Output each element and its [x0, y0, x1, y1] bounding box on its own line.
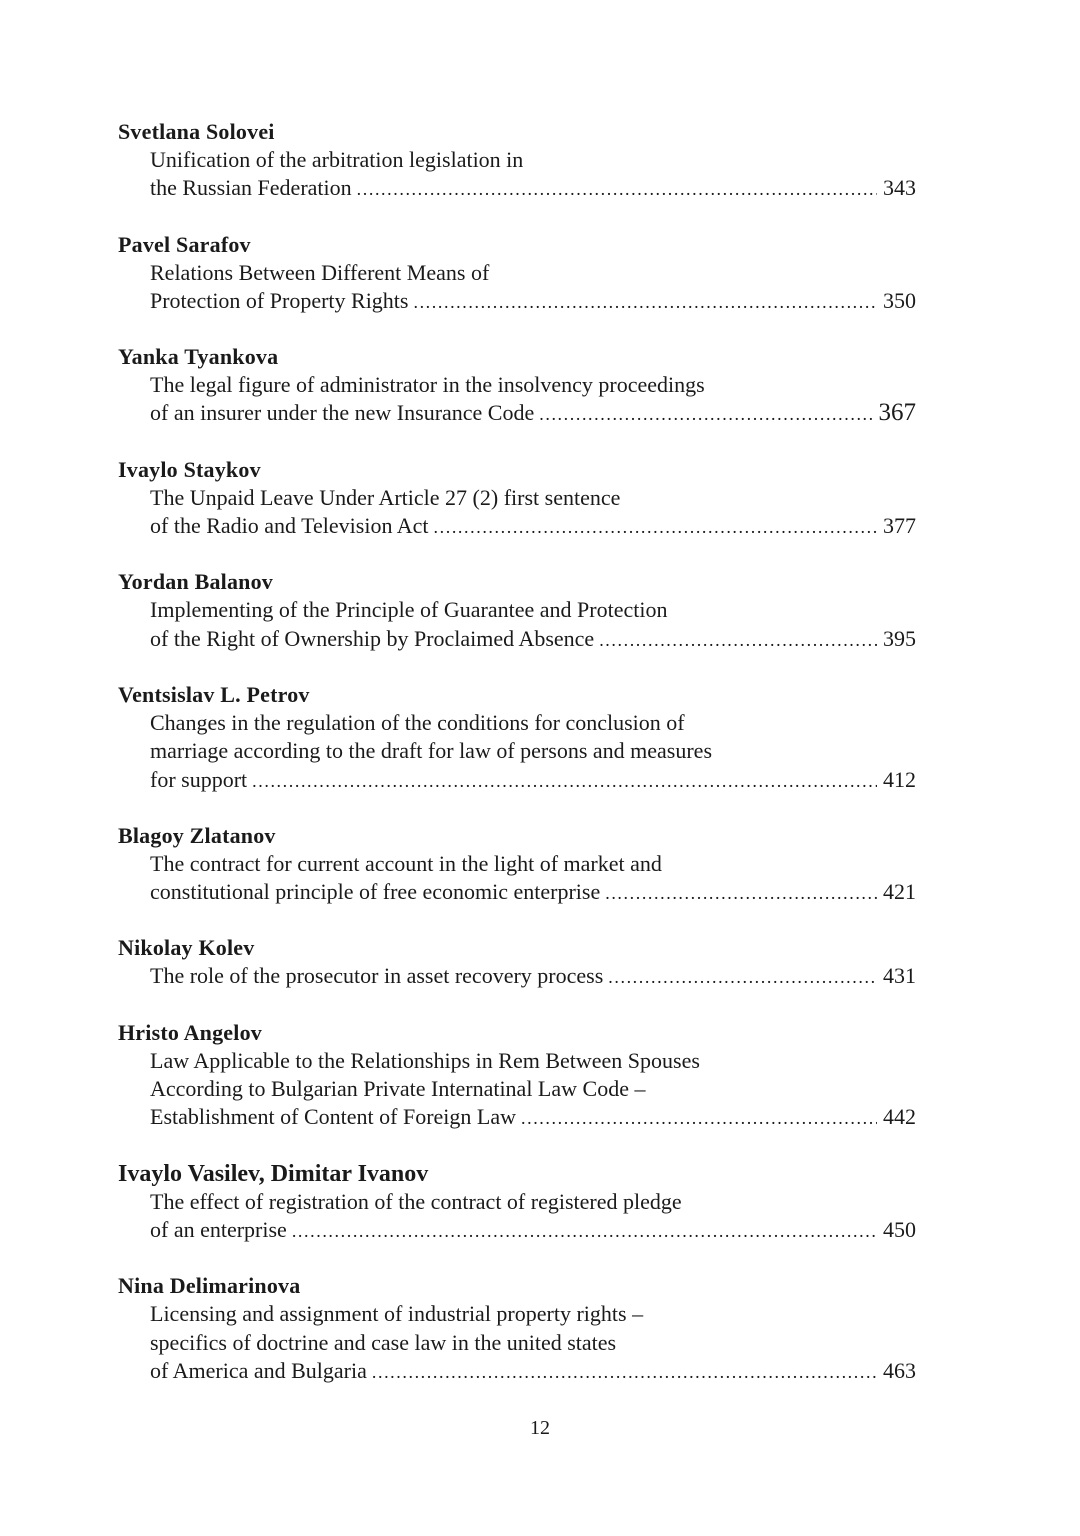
toc-page-number: 431 — [883, 963, 916, 989]
toc-title-line: specifics of doctrine and case law in the united states — [150, 1329, 617, 1355]
toc-entry — [118, 231, 916, 317]
dot-leader — [252, 767, 877, 795]
toc-title-line: The effect of registration of the contract of registered pledge — [150, 1188, 682, 1214]
footer-page-number: 12 — [530, 1417, 550, 1439]
toc-title-text: of an insurer under the new Insurance Code — [150, 400, 535, 426]
toc-title-text: The role of the prosecutor in asset recovery process — [150, 963, 604, 989]
toc-title-last-line — [118, 1103, 916, 1132]
toc-title-text: of an enterprise — [150, 1216, 287, 1242]
toc-title-line: Licensing and assignment of industrial property rights – — [150, 1301, 644, 1327]
toc-title-text: of the Radio and Television Act — [150, 513, 429, 539]
toc-page-number: 343 — [883, 175, 916, 201]
dot-leader — [608, 963, 877, 991]
toc-title-text: Protection of Property Rights — [150, 287, 409, 313]
toc-page-number: 367 — [878, 399, 916, 427]
toc-title-line: The Unpaid Leave Under Article 27 (2) first sentence — [150, 484, 621, 510]
toc-author: Ivaylo Staykov — [118, 456, 261, 482]
toc-title-last-line — [118, 174, 916, 203]
toc-entry — [118, 456, 916, 542]
toc-title-line: The legal figure of administrator in the insolvency proceedings — [150, 372, 705, 398]
toc-page-number: 395 — [883, 625, 916, 651]
toc-title-last-line — [118, 878, 916, 907]
toc-entry — [118, 934, 916, 991]
toc-title-line: Law Applicable to the Relationships in Rem Between Spouses — [150, 1047, 700, 1073]
toc-entry — [118, 1019, 916, 1133]
toc-title-text: for support — [150, 766, 248, 792]
toc-page-number: 350 — [883, 287, 916, 313]
toc-title-last-line — [118, 287, 916, 316]
dot-leader — [413, 288, 877, 316]
toc-author: Ventsislav L. Petrov — [118, 681, 310, 707]
toc-entry — [118, 118, 916, 204]
toc-entry — [118, 822, 916, 908]
dot-leader — [521, 1104, 877, 1132]
toc-title-line: Relations Between Different Means of — [150, 259, 490, 285]
dot-leader — [357, 175, 877, 203]
toc-page-number: 377 — [883, 513, 916, 539]
dot-leader — [539, 400, 872, 428]
dot-leader — [605, 879, 877, 907]
toc-author: Yordan Balanov — [118, 569, 274, 595]
toc-title-last-line — [118, 399, 916, 428]
toc-author: Pavel Sarafov — [118, 231, 251, 257]
toc-page-number: 442 — [883, 1104, 916, 1130]
toc-title-last-line — [118, 766, 916, 795]
toc-entry — [118, 568, 916, 654]
toc-title-last-line — [118, 512, 916, 541]
toc-title-last-line — [118, 1216, 916, 1245]
toc-author: Nina Delimarinova — [118, 1273, 301, 1299]
toc-title-last-line — [118, 962, 916, 991]
toc-title-text: Establishment of Content of Foreign Law — [150, 1104, 516, 1130]
toc-author: Svetlana Solovei — [118, 119, 275, 144]
toc-author: Ivaylo Vasilev, Dimitar Ivanov — [118, 1160, 429, 1187]
toc-title-line: The contract for current account in the light of market and — [150, 850, 662, 876]
toc-title-line: According to Bulgarian Private Internatinal Law Code – — [150, 1076, 646, 1102]
toc-page-number: 463 — [883, 1357, 916, 1383]
dot-leader — [292, 1217, 877, 1245]
toc-title-last-line — [118, 625, 916, 654]
toc-title-text: of America and Bulgaria — [150, 1357, 367, 1383]
toc-author: Yanka Tyankova — [118, 344, 279, 370]
toc-author: Blagoy Zlatanov — [118, 822, 276, 848]
toc-title-text: the Russian Federation — [150, 175, 352, 201]
toc-title-line: Unification of the arbitration legislation in — [150, 147, 524, 172]
table-of-contents — [118, 118, 916, 1413]
toc-title-line: Implementing of the Principle of Guarantee and Protection — [150, 597, 668, 623]
toc-page-number: 450 — [883, 1216, 916, 1242]
toc-page-number: 421 — [883, 879, 916, 905]
toc-entry — [118, 681, 916, 795]
toc-title-text: of the Right of Ownership by Proclaimed Absence — [150, 625, 595, 651]
dot-leader — [434, 513, 877, 541]
toc-entry — [118, 343, 916, 429]
dot-leader — [372, 1358, 877, 1386]
toc-entry — [118, 1272, 916, 1386]
toc-title-last-line — [118, 1357, 916, 1386]
toc-author: Hristo Angelov — [118, 1019, 262, 1045]
toc-title-line: marriage according to the draft for law of persons and measures — [150, 738, 712, 764]
toc-title-text: constitutional principle of free economic enterprise — [150, 879, 601, 905]
toc-page-number: 412 — [883, 766, 916, 792]
toc-entry — [118, 1160, 916, 1246]
toc-title-line: Changes in the regulation of the conditions for conclusion of — [150, 709, 685, 735]
dot-leader — [599, 626, 877, 654]
toc-author: Nikolay Kolev — [118, 935, 255, 961]
